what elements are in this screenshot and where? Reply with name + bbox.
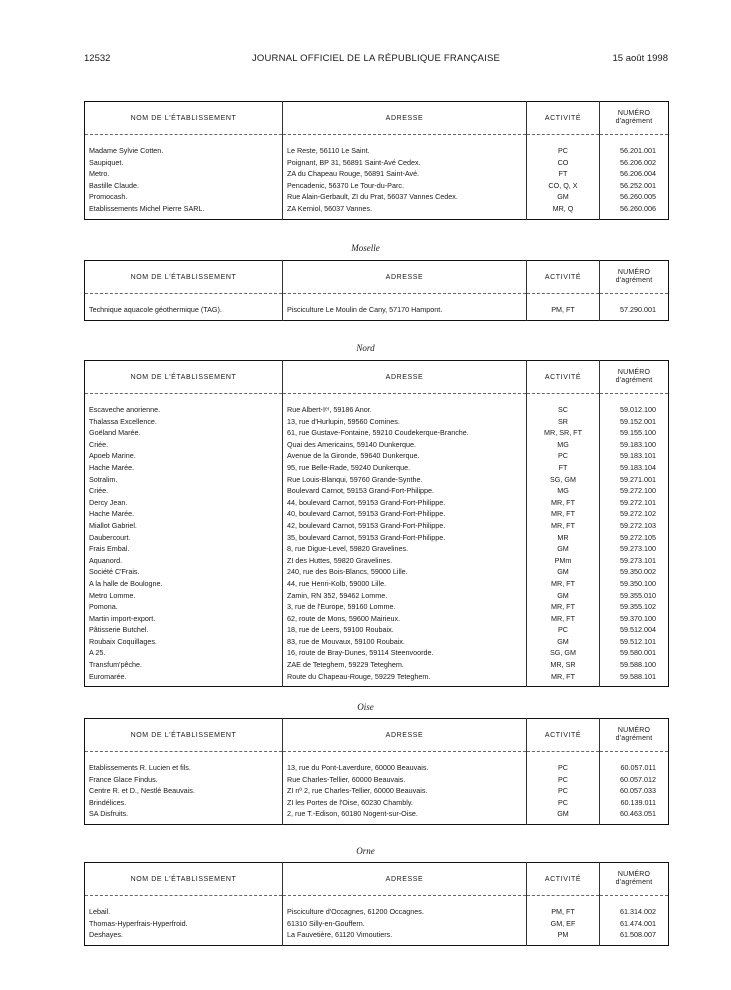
approval-number: 56.206.002 — [600, 157, 669, 169]
approval-number: 56.260.005 — [600, 191, 669, 203]
establishment-address: 35, boulevard Carnot, 59153 Grand-Fort-Philippe. — [283, 532, 527, 544]
page-number: 12532 — [84, 53, 111, 64]
table-row — [85, 485, 669, 497]
approval-number: 59.355.102 — [600, 601, 669, 613]
establishment-name: Daubercourt. — [89, 532, 131, 542]
table-row — [85, 647, 669, 659]
establishment-name: A la halle de Boulogne. — [89, 578, 163, 588]
column-header-number-line2: d'agrément — [615, 377, 653, 384]
table-row — [85, 797, 669, 809]
approval-number: 59.152.001 — [600, 416, 669, 428]
table-row — [85, 474, 669, 486]
establishment-address: 44, rue Henri-Kolb, 59000 Lille. — [283, 578, 527, 590]
establishment-name: Lebail. — [89, 907, 111, 916]
establishment-address: Rue Alain-Gerbault, ZI du Prat, 56037 Vannes Cedex. — [283, 191, 527, 203]
establishment-activity: SG, GM — [527, 474, 600, 486]
approval-number: 59.272.100 — [600, 485, 669, 497]
approval-number: 59.183.101 — [600, 450, 669, 462]
establishment-activity: PC — [527, 785, 600, 797]
establishment-name: Roubaix Coquillages. — [89, 636, 157, 646]
establishment-activity: GM — [527, 590, 600, 602]
establishment-name: Promocash. — [89, 192, 128, 202]
establishment-activity: PM, FT — [527, 906, 600, 918]
region-heading: Oise — [357, 702, 374, 712]
establishment-activity: MR, FT — [527, 613, 600, 625]
approval-number: 60.057.012 — [600, 774, 669, 786]
establishment-activity: MR — [527, 532, 600, 544]
establishment-table — [84, 101, 669, 220]
region-heading: Moselle — [351, 243, 380, 253]
establishment-address: Zamin, RN 352, 59462 Lomme. — [283, 590, 527, 602]
establishment-activity: CO — [527, 157, 600, 169]
establishment-address: 44, boulevard Carnot, 59153 Grand-Fort-Philippe. — [283, 497, 527, 509]
establishment-address: 62, route de Mons, 59600 Mairieux. — [283, 613, 527, 625]
establishment-address: 40, boulevard Carnot, 59153 Grand-Fort-Philippe. — [283, 508, 527, 520]
establishment-table — [84, 260, 669, 321]
approval-number: 61.474.001 — [600, 918, 669, 930]
approval-number: 59.272.103 — [600, 520, 669, 532]
establishment-name: Sotralim. — [89, 474, 118, 484]
journal-title: JOURNAL OFFICIEL DE LA RÉPUBLIQUE FRANÇAISE — [251, 53, 501, 64]
establishment-activity: MG — [527, 485, 600, 497]
table-row — [85, 671, 669, 683]
approval-number: 56.201.001 — [600, 145, 669, 157]
table-row — [85, 404, 669, 416]
establishment-name: Goëland Marée. — [89, 428, 141, 438]
establishment-activity: FT — [527, 462, 600, 474]
table-row — [85, 590, 669, 602]
establishment-name: Pomona. — [89, 602, 118, 612]
table-row — [85, 808, 669, 820]
establishment-address: Le Reste, 56110 Le Saint. — [283, 145, 527, 157]
establishment-address: Poignant, BP 31, 56891 Saint-Avé Cedex. — [283, 157, 527, 169]
establishment-name: Apoeb Marine. — [89, 451, 136, 461]
establishment-activity: PMm — [527, 555, 600, 567]
approval-number: 59.272.105 — [600, 532, 669, 544]
approval-number: 59.183.100 — [600, 439, 669, 451]
table-row — [85, 304, 669, 316]
approval-number: 59.271.001 — [600, 474, 669, 486]
establishment-activity: PC — [527, 450, 600, 462]
approval-number: 59.012.100 — [600, 404, 669, 416]
approval-number: 59.512.004 — [600, 624, 669, 636]
approval-number: 59.588.101 — [600, 671, 669, 683]
column-header-name: NOM DE L'ÉTABLISSEMENT — [85, 719, 283, 752]
establishment-name: Escaveche anorienne. — [89, 405, 161, 414]
approval-number: 61.508.007 — [600, 929, 669, 941]
establishment-address: 240, rue des Bois-Blancs, 59000 Lille. — [283, 566, 527, 578]
table-row — [85, 785, 669, 797]
establishment-name: Hache Marée. — [89, 509, 135, 519]
establishment-activity: PC — [527, 624, 600, 636]
establishment-activity: PC — [527, 145, 600, 157]
table-row — [85, 918, 669, 930]
establishment-address: Pisciculture Le Moulin de Cany, 57170 Hampont. — [283, 304, 527, 316]
table-row — [85, 578, 669, 590]
establishment-address: 61310 Silly-en-Gouffern. — [283, 918, 527, 930]
establishment-name: SA Disfruits. — [89, 809, 129, 819]
column-header-address: ADRESSE — [283, 719, 527, 752]
approval-number: 56.260.006 — [600, 203, 669, 215]
establishment-address: 42, boulevard Carnot, 59153 Grand-Fort-Philippe. — [283, 520, 527, 532]
column-header-number-line1: NUMÉRO — [617, 269, 651, 276]
table-row — [85, 906, 669, 918]
column-header-number — [600, 361, 669, 394]
table-row — [85, 601, 669, 613]
column-header-address: ADRESSE — [283, 261, 527, 294]
table-row — [85, 439, 669, 451]
table-row — [85, 191, 669, 203]
establishment-activity: CO, Q, X — [527, 180, 600, 192]
establishment-address: Avenue de la Gironde, 59640 Dunkerque. — [283, 450, 527, 462]
establishment-activity: MG — [527, 439, 600, 451]
establishment-address: 13, rue d'Hurlupin, 59560 Comines. — [283, 416, 527, 428]
establishment-name: Miallot Gabriel. — [89, 520, 137, 530]
column-header-name: NOM DE L'ÉTABLISSEMENT — [85, 863, 283, 896]
table-row — [85, 508, 669, 520]
establishment-name: Technique aquacole géothermique (TAG). — [89, 305, 222, 314]
establishment-name: Thalassa Excellence. — [89, 416, 157, 426]
approval-number: 59.355.010 — [600, 590, 669, 602]
table-row — [85, 145, 669, 157]
establishment-name: Frais Embal. — [89, 544, 130, 554]
establishment-activity: PM — [527, 929, 600, 941]
establishment-address: La Fauvetière, 61120 Vimoutiers. — [283, 929, 527, 941]
publication-date: 15 août 1998 — [612, 53, 668, 64]
establishment-address: Quai des Americains, 59140 Dunkerque. — [283, 439, 527, 451]
establishment-address: 95, rue Belle-Rade, 59240 Dunkerque. — [283, 462, 527, 474]
establishment-name: Criée. — [89, 439, 109, 449]
approval-number: 60.057.011 — [600, 762, 669, 774]
table-row — [85, 180, 669, 192]
establishment-address: ZA du Chapeau Rouge, 56891 Saint-Avé. — [283, 168, 527, 180]
column-header-number-line1: NUMÉRO — [617, 727, 651, 734]
column-header-activity: ACTIVITÉ — [527, 261, 600, 294]
establishment-name: Pâtisserie Butchel. — [89, 625, 149, 635]
establishment-name: Transfum'pêche. — [89, 660, 143, 670]
establishment-address: Rue Louis-Blanqui, 59760 Grande-Synthe. — [283, 474, 527, 486]
establishment-activity: MR, FT — [527, 601, 600, 613]
establishment-address: ZI des Huttes, 59820 Gravelines. — [283, 555, 527, 567]
column-header-number — [600, 261, 669, 294]
approval-number: 59.512.101 — [600, 636, 669, 648]
table-row — [85, 762, 669, 774]
approval-number: 59.272.102 — [600, 508, 669, 520]
establishment-name: Saupiquet. — [89, 157, 124, 167]
establishment-activity: MR, SR, FT — [527, 427, 600, 439]
establishment-table — [84, 862, 669, 946]
table-row — [85, 203, 669, 215]
table-row — [85, 555, 669, 567]
column-header-number-line2: d'agrément — [615, 735, 653, 742]
establishment-address: Pencadenic, 56370 Le Tour-du-Parc. — [283, 180, 527, 192]
table-row — [85, 450, 669, 462]
establishment-activity: GM, EF — [527, 918, 600, 930]
establishment-address: ZA Kerniol, 56037 Vannes. — [283, 203, 527, 215]
establishment-address: Rue Charles-Tellier, 60000 Beauvais. — [283, 774, 527, 786]
column-header-number-line1: NUMÉRO — [617, 871, 651, 878]
approval-number: 59.588.100 — [600, 659, 669, 671]
establishment-activity: GM — [527, 636, 600, 648]
establishment-activity: MR, SR — [527, 659, 600, 671]
establishment-activity: GM — [527, 543, 600, 555]
column-header-activity: ACTIVITÉ — [527, 361, 600, 394]
approval-number: 59.580.001 — [600, 647, 669, 659]
table-row — [85, 520, 669, 532]
table-row — [85, 774, 669, 786]
establishment-name: Hache Marée. — [89, 462, 135, 472]
approval-number: 59.272.101 — [600, 497, 669, 509]
establishment-name: Bastille Claude. — [89, 180, 139, 190]
establishment-name: Centre R. et D., Nestlé Beauvais. — [89, 786, 195, 796]
establishment-name: Dercy Jean. — [89, 497, 128, 507]
establishment-address: 16, route de Bray-Dunes, 59114 Steenvoorde. — [283, 647, 527, 659]
establishment-address: 13, rue du Pont-Laverdure, 60000 Beauvais. — [283, 762, 527, 774]
establishment-activity: FT — [527, 168, 600, 180]
establishment-name: Deshayes. — [89, 930, 123, 940]
table-row — [85, 659, 669, 671]
column-header-number — [600, 102, 669, 135]
approval-number: 59.183.104 — [600, 462, 669, 474]
approval-number: 56.206.004 — [600, 168, 669, 180]
establishment-name: Martin import-export. — [89, 613, 156, 623]
table-row — [85, 168, 669, 180]
column-header-number-line1: NUMÉRO — [617, 110, 651, 117]
establishment-name: Aquanord. — [89, 555, 123, 565]
column-header-number — [600, 719, 669, 752]
establishment-name: Criée. — [89, 486, 109, 496]
table-row — [85, 636, 669, 648]
establishment-address: Route du Chapeau-Rouge, 59229 Teteghem. — [283, 671, 527, 683]
approval-number: 60.057.033 — [600, 785, 669, 797]
column-header-address: ADRESSE — [283, 863, 527, 896]
approval-number: 59.370.100 — [600, 613, 669, 625]
establishment-address: 83, rue de Mouvaux, 59100 Roubaix. — [283, 636, 527, 648]
table-row — [85, 427, 669, 439]
table-row — [85, 532, 669, 544]
approval-number: 61.314.002 — [600, 906, 669, 918]
column-header-number-line1: NUMÉRO — [617, 369, 651, 376]
page-header — [84, 53, 668, 67]
establishment-name: Metro Lomme. — [89, 590, 136, 600]
column-header-number-line2: d'agrément — [615, 277, 653, 284]
establishment-activity: SR — [527, 416, 600, 428]
establishment-table — [84, 360, 669, 687]
approval-number: 60.463.051 — [600, 808, 669, 820]
establishment-activity: PC — [527, 774, 600, 786]
table-row — [85, 613, 669, 625]
establishment-address: Rue Albert-Iᵉʳ, 59186 Anor. — [283, 404, 527, 416]
establishment-address: 2, rue T.-Edison, 60180 Nogent-sur-Oise. — [283, 808, 527, 820]
column-header-address: ADRESSE — [283, 102, 527, 135]
establishment-name: Madame Sylvie Cotten. — [89, 146, 164, 155]
table-row — [85, 566, 669, 578]
establishment-name: A 25. — [89, 648, 106, 658]
establishment-address: ZI les Portes de l'Oise, 60230 Chambly. — [283, 797, 527, 809]
establishment-address: 3, rue de l'Europe, 59160 Lomme. — [283, 601, 527, 613]
establishment-activity: PC — [527, 797, 600, 809]
establishment-name: Euromarée. — [89, 671, 127, 681]
column-header-number-line2: d'agrément — [615, 879, 653, 886]
establishment-address: ZI nº 2, rue Charles-Tellier, 60000 Beauvais. — [283, 785, 527, 797]
approval-number: 59.273.100 — [600, 543, 669, 555]
establishment-activity: MR, FT — [527, 520, 600, 532]
establishment-name: Thomas-Hyperfrais-Hyperfroid. — [89, 918, 188, 928]
establishment-address: 8, rue Digue-Level, 59820 Gravelines. — [283, 543, 527, 555]
region-heading: Nord — [356, 343, 375, 353]
establishment-activity: MR, FT — [527, 508, 600, 520]
establishment-name: Etablissements R. Lucien et fils. — [89, 763, 191, 772]
column-header-address: ADRESSE — [283, 361, 527, 394]
table-row — [85, 462, 669, 474]
column-header-name: NOM DE L'ÉTABLISSEMENT — [85, 261, 283, 294]
table-row — [85, 624, 669, 636]
establishment-name: Brindélices. — [89, 797, 127, 807]
establishment-activity: SC — [527, 404, 600, 416]
establishment-name: France Glace Findus. — [89, 774, 158, 784]
approval-number: 57.290.001 — [600, 304, 669, 316]
column-header-activity: ACTIVITÉ — [527, 719, 600, 752]
establishment-activity: MR, Q — [527, 203, 600, 215]
establishment-address: ZAE de Teteghem, 59229 Teteghem. — [283, 659, 527, 671]
table-row — [85, 543, 669, 555]
approval-number: 60.139.011 — [600, 797, 669, 809]
column-header-name: NOM DE L'ÉTABLISSEMENT — [85, 361, 283, 394]
table-row — [85, 497, 669, 509]
establishment-activity: PC — [527, 762, 600, 774]
establishment-activity: GM — [527, 808, 600, 820]
establishment-address: Pisciculture d'Occagnes, 61200 Occagnes. — [283, 906, 527, 918]
establishment-activity: PM, FT — [527, 304, 600, 316]
column-header-activity: ACTIVITÉ — [527, 863, 600, 896]
establishment-activity: MR, FT — [527, 497, 600, 509]
column-header-number — [600, 863, 669, 896]
region-heading: Orne — [356, 846, 375, 856]
establishment-name: Etablissements Michel Pierre SARL. — [89, 203, 205, 213]
establishment-activity: MR, FT — [527, 578, 600, 590]
establishment-activity: GM — [527, 566, 600, 578]
table-row — [85, 416, 669, 428]
approval-number: 59.350.002 — [600, 566, 669, 578]
approval-number: 56.252.001 — [600, 180, 669, 192]
establishment-name: Société C'Frais. — [89, 567, 140, 577]
column-header-number-line2: d'agrément — [615, 118, 653, 125]
approval-number: 59.273.101 — [600, 555, 669, 567]
table-row — [85, 157, 669, 169]
establishment-address: 61, rue Gustave-Fontaine, 59210 Coudekerque-Branche. — [283, 427, 527, 439]
establishment-address: 18, rue de Leers, 59100 Roubaix. — [283, 624, 527, 636]
approval-number: 59.155.100 — [600, 427, 669, 439]
establishment-activity: SG, GM — [527, 647, 600, 659]
column-header-name: NOM DE L'ÉTABLISSEMENT — [85, 102, 283, 135]
establishment-table — [84, 718, 669, 825]
establishment-activity: GM — [527, 191, 600, 203]
table-row — [85, 929, 669, 941]
approval-number: 59.350.100 — [600, 578, 669, 590]
establishment-address: Boulevard Carnot, 59153 Grand-Fort-Philippe. — [283, 485, 527, 497]
establishment-activity: MR, FT — [527, 671, 600, 683]
column-header-activity: ACTIVITÉ — [527, 102, 600, 135]
establishment-name: Metro. — [89, 169, 110, 179]
